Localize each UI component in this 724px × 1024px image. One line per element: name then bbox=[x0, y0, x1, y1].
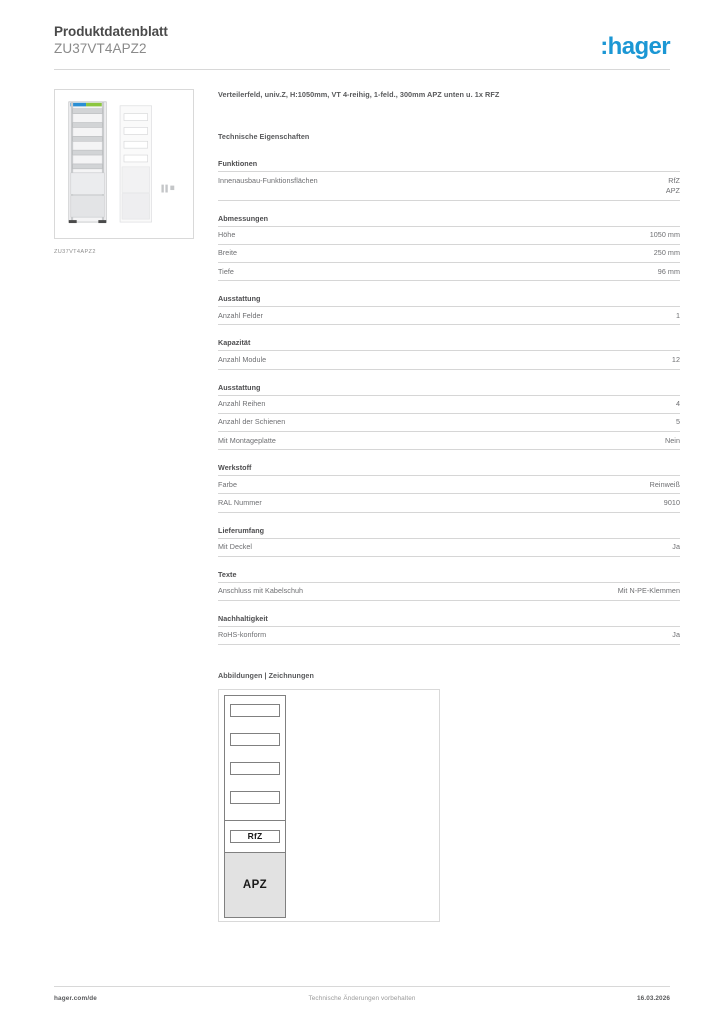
page-title: Produktdatenblatt bbox=[54, 24, 168, 39]
spec-value-line: 9010 bbox=[663, 497, 680, 507]
spec-table bbox=[218, 626, 680, 645]
spec-group-title: Texte bbox=[218, 569, 237, 579]
spec-value-line: Nein bbox=[665, 435, 680, 445]
table-row bbox=[218, 172, 680, 201]
header-divider bbox=[54, 69, 670, 70]
technical-drawing-box bbox=[218, 689, 440, 922]
product-photo bbox=[55, 90, 193, 238]
spec-table bbox=[218, 350, 680, 369]
spec-value-line: Reinweiß bbox=[649, 479, 680, 489]
spec-value-line: Ja bbox=[672, 630, 680, 640]
spec-value bbox=[486, 307, 680, 325]
spec-group-title: Ausstattung bbox=[218, 294, 261, 304]
spec-key: Anschluss mit Kabelschuh bbox=[218, 582, 486, 600]
table-row bbox=[218, 476, 680, 494]
table-row bbox=[218, 582, 680, 600]
spec-group bbox=[218, 570, 680, 601]
table-row bbox=[218, 413, 680, 431]
drawings-title: Abbildungen | Zeichnungen bbox=[218, 671, 314, 681]
spec-key: Anzahl Reihen bbox=[218, 395, 486, 413]
spec-table bbox=[218, 306, 680, 325]
apz-label: APZ bbox=[242, 879, 268, 892]
spec-key: Höhe bbox=[218, 226, 486, 244]
spec-key: Mit Montageplatte bbox=[218, 432, 486, 450]
spec-group bbox=[218, 338, 680, 369]
spec-value bbox=[486, 244, 680, 262]
spec-table bbox=[218, 395, 680, 451]
spec-group bbox=[218, 214, 680, 282]
spec-value bbox=[486, 172, 680, 201]
table-row bbox=[218, 244, 680, 262]
spec-group bbox=[218, 294, 680, 325]
rfz-label: RfZ bbox=[230, 830, 280, 843]
spec-key: Farbe bbox=[218, 476, 486, 494]
main-content bbox=[218, 89, 680, 922]
hager-logo: :hager bbox=[600, 33, 670, 60]
product-image-frame bbox=[54, 89, 194, 239]
spec-group bbox=[218, 463, 680, 512]
spec-key: Breite bbox=[218, 244, 486, 262]
spec-value bbox=[486, 263, 680, 281]
spec-value-line: 1050 mm bbox=[649, 230, 680, 240]
spec-group-title: Nachhaltigkeit bbox=[218, 613, 268, 623]
spec-value bbox=[486, 494, 680, 512]
spec-value bbox=[486, 626, 680, 644]
spec-group bbox=[218, 383, 680, 451]
spec-table bbox=[218, 475, 680, 512]
module-row-slot bbox=[230, 762, 280, 775]
table-row bbox=[218, 226, 680, 244]
spec-value-line: Mit N-PE-Klemmen bbox=[617, 586, 680, 596]
module-row-slot bbox=[230, 704, 280, 717]
spec-group-title: Abmessungen bbox=[218, 213, 269, 223]
spec-key: RoHS-konform bbox=[218, 626, 486, 644]
product-figure bbox=[54, 89, 194, 255]
table-row bbox=[218, 351, 680, 369]
rfz-zone bbox=[225, 821, 285, 853]
spec-key: Anzahl Felder bbox=[218, 307, 486, 325]
product-description: Verteilerfeld, univ.Z, H:1050mm, VT 4-reihig, 1-feld., 300mm APZ unten u. 1x RFZ bbox=[218, 90, 500, 99]
spec-group-title: Funktionen bbox=[218, 159, 258, 168]
spec-table bbox=[218, 226, 680, 282]
cabinet-outline bbox=[224, 695, 286, 918]
spec-table bbox=[218, 582, 680, 601]
spec-group bbox=[218, 614, 680, 645]
spec-value bbox=[486, 413, 680, 431]
spec-groups bbox=[218, 159, 680, 645]
spec-value bbox=[486, 476, 680, 494]
table-row bbox=[218, 494, 680, 512]
spec-group-title: Kapazität bbox=[218, 338, 251, 348]
spec-value bbox=[486, 226, 680, 244]
page-header bbox=[54, 24, 670, 70]
spec-key: Anzahl der Schienen bbox=[218, 413, 486, 431]
page-footer bbox=[54, 995, 670, 1007]
spec-key: RAL Nummer bbox=[218, 494, 486, 512]
spec-value bbox=[486, 395, 680, 413]
table-row bbox=[218, 263, 680, 281]
table-row bbox=[218, 307, 680, 325]
spec-group bbox=[218, 526, 680, 557]
product-reference: ZU37VT4APZ2 bbox=[54, 41, 147, 56]
spec-value-line: APZ bbox=[665, 186, 680, 195]
footer-date: 16.03.2026 bbox=[637, 995, 670, 1002]
spec-value-line: 250 mm bbox=[653, 248, 680, 258]
spec-value-line: 1 bbox=[675, 310, 680, 320]
spec-value-line: 5 bbox=[675, 417, 680, 427]
spec-key: Mit Deckel bbox=[218, 538, 486, 556]
spec-value-line: 4 bbox=[675, 399, 680, 409]
spec-group bbox=[218, 159, 680, 201]
footer-divider bbox=[54, 986, 670, 987]
spec-value-line: RfZ bbox=[668, 175, 680, 185]
table-row bbox=[218, 395, 680, 413]
module-row-slot bbox=[230, 733, 280, 746]
module-row-slot bbox=[230, 791, 280, 804]
table-row bbox=[218, 538, 680, 556]
spec-key: Innenausbau-Funktionsflächen bbox=[218, 172, 486, 201]
spec-group-title: Ausstattung bbox=[218, 382, 261, 392]
spec-value bbox=[486, 582, 680, 600]
spec-value-line: 12 bbox=[671, 354, 680, 364]
spec-key: Tiefe bbox=[218, 263, 486, 281]
footer-disclaimer: Technische Änderungen vorbehalten bbox=[308, 995, 416, 1002]
spec-table bbox=[218, 538, 680, 557]
upper-module-zone bbox=[225, 696, 285, 821]
spec-group-title: Lieferumfang bbox=[218, 525, 265, 535]
spec-group-title: Werkstoff bbox=[218, 463, 252, 473]
spec-value bbox=[486, 432, 680, 450]
tech-properties-title: Technische Eigenschaften bbox=[218, 132, 310, 141]
apz-zone bbox=[225, 853, 285, 917]
spec-value-line: Ja bbox=[672, 542, 680, 552]
product-image-caption: ZU37VT4APZ2 bbox=[54, 249, 96, 255]
spec-value bbox=[486, 538, 680, 556]
table-row bbox=[218, 626, 680, 644]
spec-value-line: 96 mm bbox=[657, 266, 680, 276]
table-row bbox=[218, 432, 680, 450]
spec-table bbox=[218, 171, 680, 201]
spec-value bbox=[486, 351, 680, 369]
spec-key: Anzahl Module bbox=[218, 351, 486, 369]
footer-website[interactable]: hager.com/de bbox=[54, 995, 97, 1002]
